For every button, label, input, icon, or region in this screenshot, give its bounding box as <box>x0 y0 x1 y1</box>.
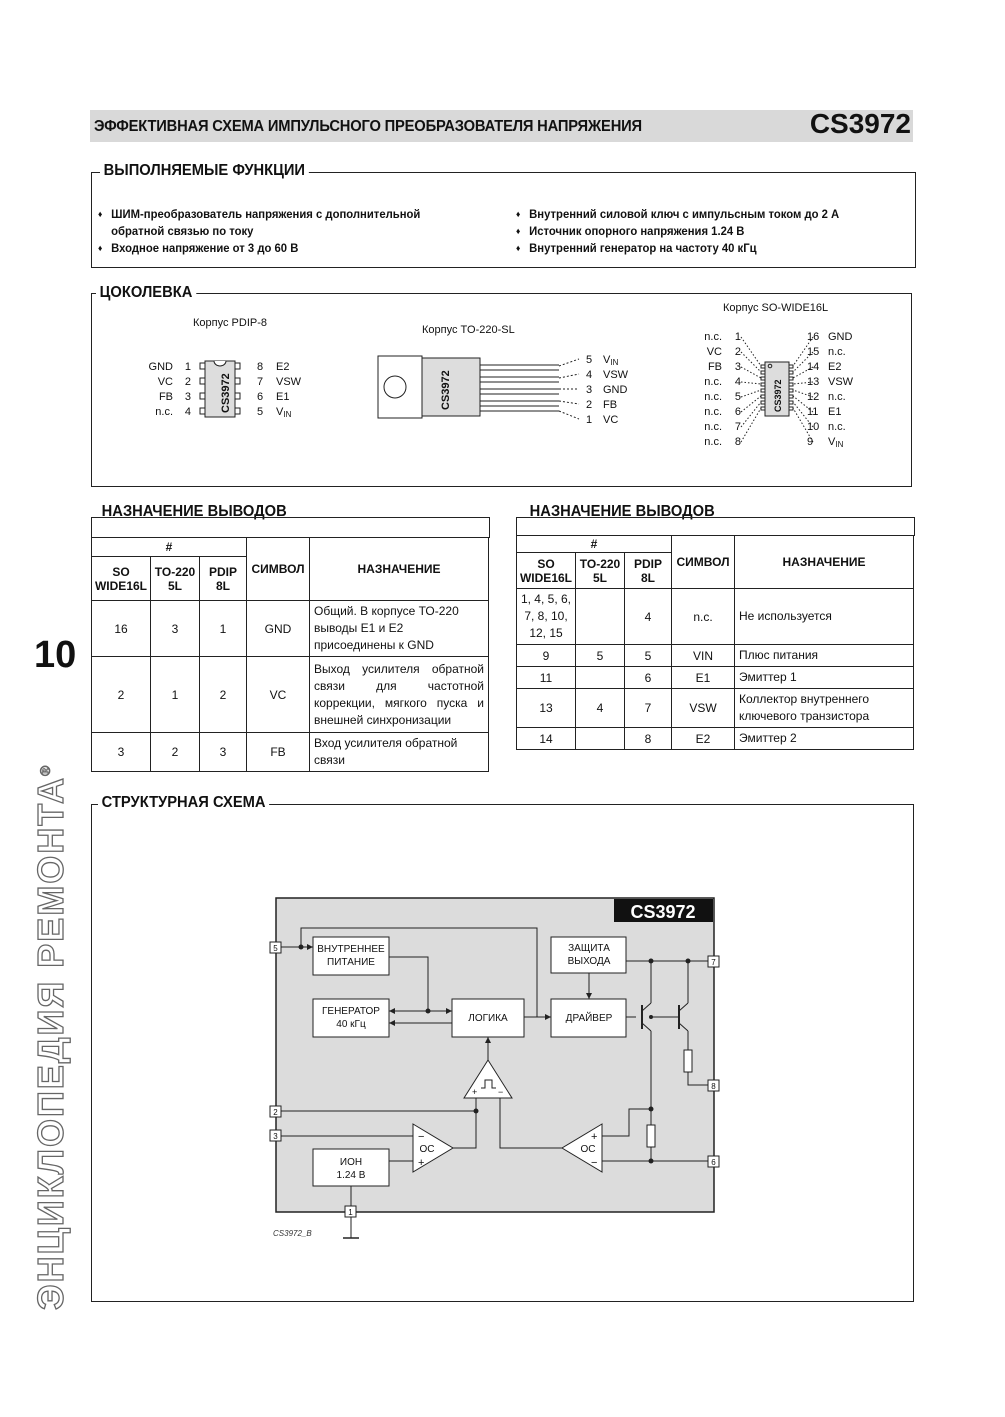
driver-label: ДРАЙВЕР <box>565 1013 613 1024</box>
pin-label: 7 <box>711 958 716 967</box>
error-amp-label: ОС <box>419 1144 435 1155</box>
pin-label: 5 <box>273 944 278 953</box>
pdip-pin-name: E1 <box>276 391 290 403</box>
reference-label-2: 1.24 В <box>336 1170 366 1181</box>
so16-pin-num: 13 <box>807 376 820 388</box>
plus-sign: + <box>472 1087 478 1097</box>
pin-label: 1 <box>348 1208 353 1217</box>
plus-sign: + <box>418 1157 425 1169</box>
feature-item: ♦ ШИМ-преобразователь напряжения с дополнительной обратной связью по току <box>98 206 474 240</box>
feature-item: ♦ Внутренний силовой ключ с импульсным током до 2 А <box>516 206 883 223</box>
table2-title: НАЗНАЧЕНИЕ ВЫВОДОВ <box>526 503 718 521</box>
so16-pin-name: E2 <box>828 361 842 373</box>
col-to: TO-220 5L <box>576 553 625 589</box>
pin-label: 6 <box>711 1158 716 1167</box>
generator-block <box>313 999 389 1037</box>
col-so: SO WIDE16L <box>92 557 151 601</box>
so16-pin-num: 11 <box>807 406 819 418</box>
table-row: 14 8 E2 Эмиттер 2 <box>517 728 914 750</box>
to220-pin-name: VIN <box>603 354 619 367</box>
so16-pin-name: VIN <box>828 436 844 449</box>
col-symbol: СИМВОЛ <box>672 536 735 589</box>
table-row: 1, 4, 5, 6, 7, 8, 10, 12, 15 4 n.c. Не используется <box>517 589 914 645</box>
registered-mark: ® <box>37 763 53 776</box>
block-chip-label: CS3972 <box>630 902 696 922</box>
pin-label: 2 <box>273 1108 278 1117</box>
table-hash: # <box>517 536 672 553</box>
generator-label-1: ГЕНЕРАТОР <box>322 1006 380 1017</box>
so16-pin-name: VSW <box>828 376 854 388</box>
to220-pin-name: FB <box>603 399 618 411</box>
so16-pin-name: n.c. <box>704 331 722 343</box>
chip-name: CS3972 <box>809 108 911 139</box>
to220-pin-num: 5 <box>586 354 593 366</box>
so16-pin-num: 2 <box>734 346 741 358</box>
pin-label: 3 <box>273 1132 278 1141</box>
pinout-title: ЦОКОЛЕВКА <box>96 284 196 302</box>
col-to: TO-220 5L <box>151 557 200 601</box>
to220-pin-num: 4 <box>586 369 593 381</box>
so16-pin-num: 12 <box>807 391 820 403</box>
pdip-caption: Корпус PDIP-8 <box>193 317 267 329</box>
pdip-pin-name: VSW <box>276 376 302 388</box>
pdip-pin-num: 1 <box>184 361 191 373</box>
table1-title: НАЗНАЧЕНИЕ ВЫВОДОВ <box>98 503 290 521</box>
col-symbol: СИМВОЛ <box>247 538 310 601</box>
resistor <box>647 1125 655 1147</box>
power-block <box>313 937 389 975</box>
so16-pin-num: 1 <box>734 331 741 343</box>
block-title: СТРУКТУРНАЯ СХЕМА <box>98 794 269 812</box>
so16-pin-name: n.c. <box>828 421 846 433</box>
resistor <box>684 1050 692 1072</box>
pdip-chip-label: CS3972 <box>220 373 232 413</box>
protection-label-2: ВЫХОДА <box>567 956 611 967</box>
pdip-pin-num: 4 <box>184 406 191 418</box>
so16-pin-name: n.c. <box>704 406 722 418</box>
generator-label-2: 40 кГц <box>336 1019 366 1030</box>
so16-pin-num: 4 <box>734 376 741 388</box>
so16-pin-num: 7 <box>734 421 741 433</box>
so16-pin-num: 3 <box>734 361 741 373</box>
to220-chip-label: CS3972 <box>440 370 452 410</box>
minus-sign: − <box>418 1131 425 1143</box>
diagram-caption: CS3972_B <box>273 1229 312 1238</box>
functions-title: ВЫПОЛНЯЕМЫЕ ФУНКЦИИ <box>100 162 309 180</box>
so16-caption: Корпус SO-WIDE16L <box>723 302 829 314</box>
feature-item: ♦ Входное напряжение от 3 до 60 В <box>98 240 474 257</box>
page-number: 10 <box>34 634 77 676</box>
pdip-pin-num: 2 <box>184 376 191 388</box>
page-title: ЭФФЕКТИВНАЯ СХЕМА ИМПУЛЬСНОГО ПРЕОБРАЗОВАТЕЛЯ НАПРЯЖЕНИЯ <box>94 118 642 135</box>
table-row: 3 2 3 FB Вход усилителя обратной связи <box>92 733 489 772</box>
so16-pin-num: 15 <box>807 346 820 358</box>
so16-pin-num: 8 <box>734 436 741 448</box>
so16-pin-num: 6 <box>734 406 741 418</box>
current-amp-label: ОС <box>580 1144 596 1155</box>
table-row: 13 4 7 VSW Коллектор внутреннего ключевого транзистора <box>517 689 914 728</box>
pdip-pin-name: VC <box>157 376 173 388</box>
so16-pin-name: n.c. <box>704 421 722 433</box>
so16-pin-name: VC <box>706 346 722 358</box>
col-pdip: PDIP 8L <box>625 553 672 589</box>
reference-label-1: ИОН <box>339 1157 363 1168</box>
col-pdip: PDIP 8L <box>200 557 247 601</box>
power-label-2: ПИТАНИЕ <box>327 957 375 968</box>
pdip-pin-num: 8 <box>257 361 264 373</box>
protection-label-1: ЗАЩИТА <box>568 943 610 954</box>
so16-pin-num: 10 <box>807 421 820 433</box>
to220-pin-name: VC <box>603 414 619 426</box>
so16-pin-name: E1 <box>828 406 842 418</box>
col-so: SO WIDE16L <box>517 553 576 589</box>
pdip-pin-name: E2 <box>276 361 290 373</box>
pin-label: 8 <box>711 1082 716 1091</box>
pdip-pin-num: 7 <box>257 376 264 388</box>
plus-sign: + <box>591 1131 598 1143</box>
minus-sign: − <box>591 1157 598 1169</box>
so16-pin-name: n.c. <box>704 391 722 403</box>
table-row: 16 3 1 GND Общий. В корпусе ТО-220 выводы Е1 и Е2 присоединены к GND <box>92 601 489 657</box>
pdip-pin-name: VIN <box>276 406 292 419</box>
pdip-pin-name: GND <box>148 361 173 373</box>
feature-item: ♦ Источник опорного напряжения 1.24 В <box>516 223 883 240</box>
so16-pin-name: FB <box>707 361 722 373</box>
feature-item: ♦ Внутренний генератор на частоту 40 кГц <box>516 240 883 257</box>
to220-caption: Корпус TO-220-SL <box>422 324 515 336</box>
power-label-1: ВНУТРЕННЕЕ <box>317 944 385 955</box>
table-hash: # <box>92 538 247 557</box>
so16-chip-label: CS3972 <box>773 379 783 412</box>
col-desc: НАЗНАЧЕНИЕ <box>310 538 489 601</box>
to220-pin-num: 2 <box>586 399 593 411</box>
so16-pin-name: n.c. <box>704 436 722 448</box>
so16-pin-name: GND <box>828 331 853 343</box>
pdip-pin-num: 6 <box>257 391 264 403</box>
so16-pin-num: 5 <box>734 391 741 403</box>
book-title: ЭНЦИКЛОПЕДИЯ РЕМОНТА® <box>30 763 71 1310</box>
so16-pin-name: n.c. <box>828 391 846 403</box>
table-row: 2 1 2 VC Выход усилителя обратной связи для частотной коррекции, мягкого пуска и внешней синхронизации <box>92 657 489 733</box>
so16-pin-num: 9 <box>807 436 814 448</box>
so16-pin-num: 14 <box>807 361 820 373</box>
to220-pin-num: 3 <box>586 384 593 396</box>
logic-label: ЛОГИКА <box>468 1013 508 1024</box>
col-desc: НАЗНАЧЕНИЕ <box>735 536 914 589</box>
so16-pin-name: n.c. <box>704 376 722 388</box>
table-row: 9 5 5 VIN Плюс питания <box>517 645 914 667</box>
pdip-pin-num: 3 <box>184 391 191 403</box>
so16-pin-name: n.c. <box>828 346 846 358</box>
pdip-pin-name: FB <box>158 391 173 403</box>
to220-pin-name: GND <box>603 384 628 396</box>
table-row: 11 6 E1 Эмиттер 1 <box>517 667 914 689</box>
pdip-pin-num: 5 <box>257 406 264 418</box>
pdip-pin-name: n.c. <box>155 406 173 418</box>
minus-sign: − <box>498 1087 504 1097</box>
so16-pin-num: 16 <box>807 331 820 343</box>
to220-pin-num: 1 <box>586 414 593 426</box>
to220-pin-name: VSW <box>603 369 629 381</box>
